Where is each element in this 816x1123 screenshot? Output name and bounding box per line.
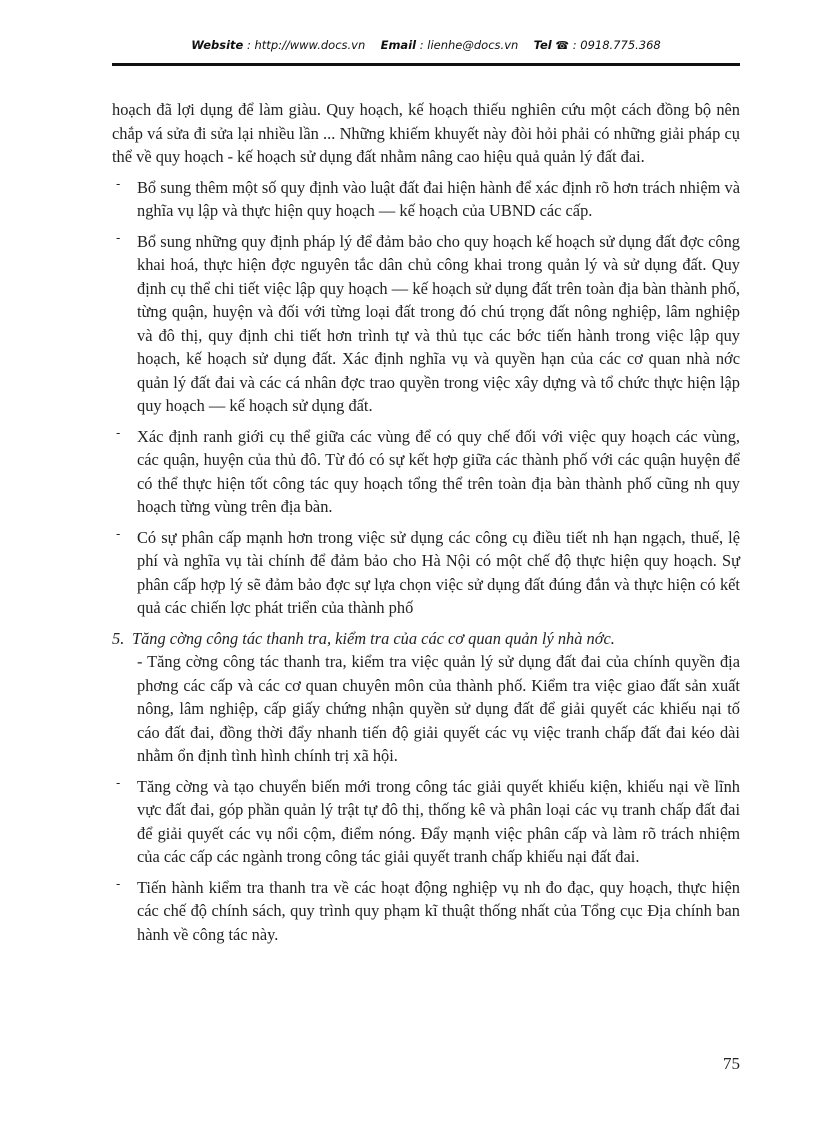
website-label: Website (191, 38, 244, 52)
list-item (112, 176, 740, 223)
list-item (112, 425, 740, 519)
list-item (112, 775, 740, 869)
list-item-text: Bổ sung thêm một số quy định vào luật đất đai hiện hành để xác định rõ hơn trách nhiệm và nghĩa vụ lập và thực hiện quy hoạch — kế hoạch của UBND các cấp. (137, 177, 740, 220)
section-number: 5. (112, 628, 125, 648)
list-item-text: Có sự phân cấp mạnh hơn trong việc sử dụng các công cụ điều tiết nh hạn ngạch, thuế, lệ phí và nghĩa vụ tài chính để đảm bảo cho Hà Nội có một chế độ thực hiện quy hoạch. Sự phân cấp hợp lý sẽ đảm bảo đợc sự lựa chọn việc sử dụng đất đúng đắn và thực hiện có kết quả các chiến lợc phát triển của thành phố (137, 527, 740, 617)
header-rule (112, 63, 740, 66)
website-url[interactable]: : http://www.docs.vn (246, 38, 366, 52)
list-item (112, 230, 740, 418)
list-item-text: Bổ sung những quy định pháp lý để đảm bảo cho quy hoạch kế hoạch sử dụng đất đợc công khai hoá, thực hiện đợc nguyên tắc dân chủ công khai trong quản lý và sử dụng đất. Quy định cụ thể chi tiết việc lập quy hoạch — kế hoạch sử dụng đất trên toàn địa bàn thành phố, từng quận, huyện và đối với từng loại đất trong đó chú trọng đất nông nghiệp, lâm nghiệp và đô thị, quy định chi tiết hơn trình tự và thủ tục các bớc tiến hành trong việc lập quy hoạch, kế hoạch sử dụng đất. Xác định nghĩa vụ và quyền hạn của các cơ quan nhà nớc quản lý đất đai và các cá nhân đợc trao quyền trong việc xây dựng và tổ chức thực hiện lập quy hoạch — kế hoạch sử dụng đất. (137, 231, 740, 415)
bullet-dash: - (116, 424, 121, 440)
bullet-dash: - (116, 774, 121, 790)
document-body (112, 98, 740, 953)
bullet-dash: - (116, 525, 121, 541)
list-item-text: Xác định ranh giới cụ thể giữa các vùng để có quy chế đối với việc quy hoạch các vùng, các quận, huyện của thủ đô. Từ đó có sự kết hợp giữa các thành phố với các quận huyện để có thể thực hiện tốt công tác quy hoạch tổng thể trên toàn địa bàn thành phố cũng nh quy hoạch từng vùng trên địa bàn. (137, 426, 740, 516)
section-intro-paragraph: - Tăng cờng công tác thanh tra, kiểm tra việc quản lý sử dụng đất đai của chính quyền địa phơng các cấp và các cơ quan chuyên môn của thành phố. Kiểm tra việc giao đất sản xuất nông, lâm nghiệp, cấp giấy chứng nhận quyền sử dụng đất để giải quyết các khiếu nại tố cáo đất đai, đồng thời đẩy nhanh tiến độ giải quyết các vụ việc tranh chấp đất đai kéo dài nhằm ổn định tình hình chính trị xã hội. (137, 652, 740, 765)
list-item (112, 526, 740, 620)
list-item-text: Tăng cờng và tạo chuyển biến mới trong công tác giải quyết khiếu kiện, khiếu nại về lĩnh vực đất đai, góp phần quản lý trật tự đô thị, thống kê và phân loại các vụ tranh chấp đất đai để giải quyết các vụ nổi cộm, điểm nóng. Đẩy mạnh việc phân cấp và làm rõ trách nhiệm của các cấp các ngành trong công tác giải quyết tranh chấp khiếu nại đất đai. (137, 776, 740, 866)
section-heading (112, 627, 740, 651)
phone-icon: ☎ (555, 39, 570, 52)
email-label: Email (380, 38, 417, 52)
email-address[interactable]: : lienhe@docs.vn (419, 38, 519, 52)
tel-label: Tel (533, 38, 552, 52)
page-header (112, 38, 740, 52)
list-item (112, 876, 740, 947)
bullet-dash: - (116, 175, 121, 191)
tel-number: : 0918.775.368 (572, 38, 661, 52)
intro-paragraph: hoạch đã lợi dụng để làm giàu. Quy hoạch, kế hoạch thiếu nghiên cứu một cách đồng bộ nên chắp vá sửa đi sửa lại nhiều lần ... Những khiếm khuyết này đòi hỏi phải có những giải pháp cụ thể về quy hoạch - kế hoạch sử dụng đất nhằm nâng cao hiệu quả quản lý đất đai. (112, 100, 740, 166)
section-title: Tăng cờng công tác thanh tra, kiểm tra của các cơ quan quản lý nhà nớc. (132, 628, 615, 648)
bullet-dash: - (116, 229, 121, 245)
page-number: 75 (723, 1054, 740, 1073)
list-item-text: Tiến hành kiểm tra thanh tra về các hoạt động nghiệp vụ nh đo đạc, quy hoạch, thực hiện các chế độ chính sách, quy trình quy phạm kĩ thuật thống nhất của Tổng cục Địa chính ban hành về công tác này. (137, 877, 740, 944)
bullet-dash: - (116, 875, 121, 891)
